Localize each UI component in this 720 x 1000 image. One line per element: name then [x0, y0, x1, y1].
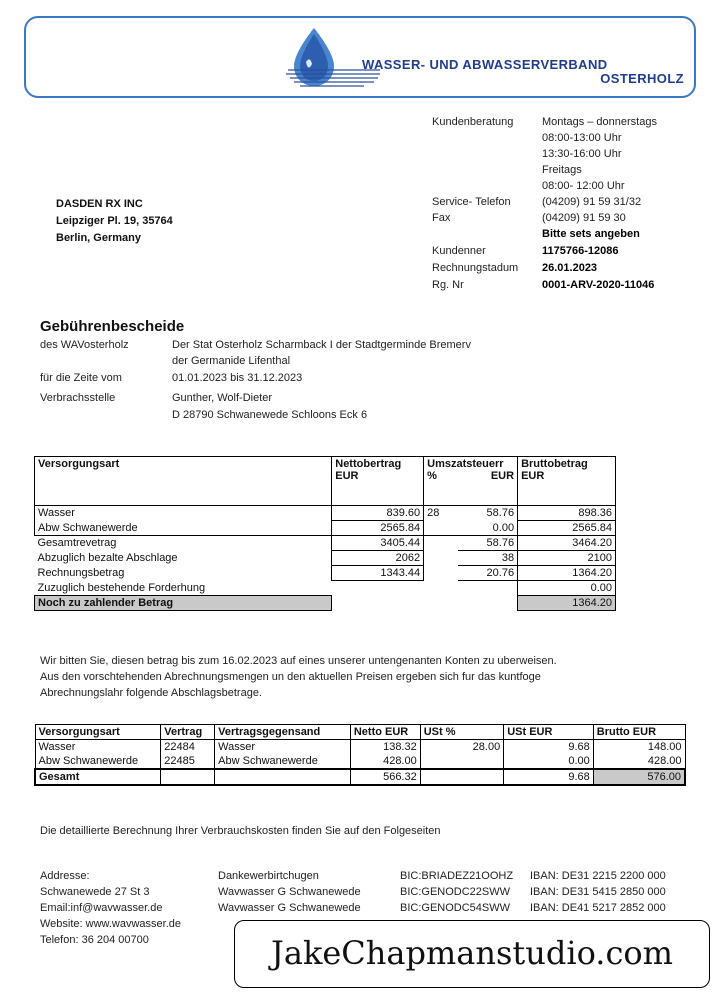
hours-line: 13:30-16:00 Uhr: [542, 148, 622, 160]
cell-art: Noch zu zahlender Betrag: [35, 596, 332, 611]
cell: Gesamt: [35, 769, 161, 785]
meta-label: Verbrachsstelle: [40, 392, 116, 404]
header-netto: [332, 457, 424, 506]
footer-bank-name: Wavwasser G Schwanewede: [218, 902, 361, 914]
footer-iban: IBAN: DE41 5217 2852 000: [530, 902, 666, 914]
footer-address: Schwanewede 27 St 3: [40, 886, 150, 898]
header-brutto-label: Bruttobetrag: [521, 458, 588, 470]
table-row-invoice: [35, 566, 616, 581]
page-title: Gebührenbescheide: [40, 318, 185, 335]
cell-brutto: 1364.20: [518, 566, 616, 581]
cell: 148.00: [593, 740, 685, 755]
cell-ust: 38: [458, 551, 518, 566]
service-phone-label: Service- Telefon: [432, 196, 511, 208]
recipient-city: Berlin, Germany: [56, 232, 141, 244]
header-versorgungsart: Versorgungsart: [35, 457, 332, 506]
invoice-date-label: Rechnungstadum: [432, 262, 519, 274]
cell: 9.68: [504, 740, 594, 755]
cell-brutto: 2100: [518, 551, 616, 566]
cell-brutto: 3464.20: [518, 536, 616, 551]
header-brutto: [518, 457, 616, 506]
header-cell: USt EUR: [504, 725, 594, 740]
org-name-line2: OSTERHOLZ: [600, 71, 684, 86]
cell-art: Abw Schwanewerde: [35, 521, 332, 536]
table-row-amount-due: [35, 596, 616, 611]
cell: 566.32: [350, 769, 420, 785]
meta-value: der Germanide Lifenthal: [172, 355, 291, 367]
header-netto-label: Nettobertrag: [335, 458, 402, 470]
cell: Wasser: [35, 740, 161, 755]
footer-phone: Telefon: 36 204 00700: [40, 934, 149, 946]
cell: 138.32: [350, 740, 420, 755]
footer-bic: BIC:GENODC22SWW: [400, 886, 511, 898]
table-row-total: [35, 769, 685, 785]
footer-address-label: Addresse:: [40, 870, 90, 882]
contact-note: Bitte sets angeben: [542, 228, 640, 240]
payment-text: Abrechnungslahr folgende Abschlagsbetrage.: [40, 687, 262, 699]
cell: 22484: [161, 740, 215, 755]
hours-line: 08:00- 12:00 Uhr: [542, 180, 625, 192]
cell-netto: 839.60: [332, 506, 424, 521]
cell-brutto: 2565.84: [518, 521, 616, 536]
cell-ust: 0.00: [458, 521, 518, 536]
header-cell: USt %: [420, 725, 503, 740]
table-row-claims: [35, 581, 616, 596]
table-row: [35, 754, 685, 769]
cell-netto: 3405.44: [332, 536, 424, 551]
cell: 428.00: [593, 754, 685, 769]
meta-value: 01.01.2023 bis 31.12.2023: [172, 372, 303, 384]
meta-value: Gunther, Wolf-Dieter: [172, 392, 273, 404]
meta-value: Der Stat Osterholz Scharmback I der Stadtgerminde Bremerv: [172, 339, 471, 351]
cell-art: Gesamtrevetrag: [37, 537, 117, 550]
header-ust: [424, 457, 518, 506]
meta-label: für die Zeite vom: [40, 372, 122, 384]
header-ust-unit: EUR: [490, 470, 515, 482]
customer-number-label: Kundenner: [432, 245, 486, 257]
footer-iban: IBAN: DE31 2215 2200 000: [530, 870, 666, 882]
meta-label: des WAVosterholz: [40, 339, 129, 351]
footer-email: Email:inf@wavwasser.de: [40, 902, 163, 914]
cell-art: Zuzuglich bestehende Forderhung: [37, 582, 206, 594]
fax-label: Fax: [432, 212, 451, 224]
cell-ust: 20.76: [458, 566, 518, 581]
invoice-date-value: 26.01.2023: [542, 262, 598, 274]
table-row: [35, 506, 616, 521]
hours-line: Montags – donnerstags: [542, 116, 657, 128]
header-cell: Versorgungsart: [35, 725, 161, 740]
cell: 22485: [161, 754, 215, 769]
recipient-name: DASDEN RX INC: [56, 198, 143, 210]
cell: 576.00: [593, 769, 685, 785]
cell-art: Rechnungsbetrag: [37, 567, 125, 579]
footer-bic: BIC:GENODC54SWW: [400, 902, 511, 914]
cell-art: Abzuglich bezalte Abschlage: [37, 552, 178, 564]
table-header-row: [35, 725, 685, 740]
fax-value: (04209) 91 59 30: [542, 212, 626, 224]
cell: 428.00: [350, 754, 420, 769]
header-ust-sub: [427, 470, 514, 482]
detail-note: Die detaillierte Berechnung Ihrer Verbrauchskosten finden Sie auf den Folgeseiten: [40, 825, 441, 837]
cell-ust: 58.76: [458, 536, 518, 551]
header-cell: Netto EUR: [350, 725, 420, 740]
cell: [420, 769, 503, 785]
cell: [420, 754, 503, 769]
cell-netto: 2565.84: [332, 521, 424, 536]
header-cell: Brutto EUR: [593, 725, 685, 740]
watermark-label: JakeChapmanstudio.com: [234, 920, 710, 988]
payment-text: Aus den vorschtehenden Abrechnungsmengen un den aktuellen Preisen ergeben sich fur das kuntfoge: [40, 671, 541, 683]
cell-percent: 28: [424, 506, 458, 521]
table-row-total: [35, 536, 616, 551]
cell: 28.00: [420, 740, 503, 755]
hours-line: Freitags: [542, 164, 582, 176]
cell: [161, 769, 215, 785]
hours-line: 08:00-13:00 Uhr: [542, 132, 622, 144]
cell-netto: 1343.44: [332, 566, 424, 581]
header-cell: Vertrag: [161, 725, 215, 740]
invoice-number-label: Rg. Nr: [432, 279, 464, 291]
cell-brutto: 898.36: [518, 506, 616, 521]
cell: 9.68: [504, 769, 594, 785]
header-ust-label: Umszatsteuerr: [427, 458, 504, 470]
table-header-row: [35, 457, 616, 506]
header-ust-percent: %: [427, 470, 437, 482]
cell-percent: [424, 521, 458, 536]
header-brutto-unit: EUR: [521, 470, 545, 482]
org-name-line1: WASSER- UND ABWASSERVERBAND: [362, 57, 608, 72]
letterhead: [24, 16, 696, 98]
cell: Abw Schwanewerde: [35, 754, 161, 769]
table-row: [35, 740, 685, 755]
payment-text: Wir bitten Sie, diesen betrag bis zum 16.02.2023 auf eines unserer untengenanten Konten zu uberweisen.: [40, 655, 557, 667]
fee-table: [34, 456, 616, 611]
cell-brutto: 0.00: [518, 581, 616, 596]
header-netto-unit: EUR: [335, 470, 359, 482]
invoice-number-value: 0001-ARV-2020-11046: [542, 279, 655, 291]
recipient-street: Leipziger Pl. 19, 35764: [56, 215, 173, 227]
installment-table: [34, 724, 686, 786]
footer-bic: BIC:BRIADEZ21OOHZ: [400, 870, 514, 882]
cell-amount-due: 1364.20: [518, 596, 616, 611]
table-row: [35, 521, 616, 536]
kundenberatung-label: Kundenberatung: [432, 116, 514, 128]
service-phone-value: (04209) 91 59 31/32: [542, 196, 642, 208]
cell: 0.00: [504, 754, 594, 769]
cell-netto: 2062: [332, 551, 424, 566]
header-cell: Vertragsgegensand: [215, 725, 351, 740]
cell: Abw Schwanewerde: [215, 754, 351, 769]
footer-bank-name: Wavwasser G Schwanewede: [218, 886, 361, 898]
cell: Wasser: [215, 740, 351, 755]
customer-number-value: 1175766-12086: [542, 245, 619, 257]
cell-art: Wasser: [35, 506, 332, 521]
footer-bank-heading: Dankewerbirtchugen: [218, 870, 319, 882]
cell: [215, 769, 351, 785]
table-row-deduction: [35, 551, 616, 566]
footer-iban: IBAN: DE31 5415 2850 000: [530, 886, 666, 898]
footer-website: Website: www.wavwasser.de: [40, 918, 182, 930]
meta-value: D 28790 Schwanewede Schloons Eck 6: [172, 409, 368, 421]
cell-ust: 58.76: [458, 506, 518, 521]
